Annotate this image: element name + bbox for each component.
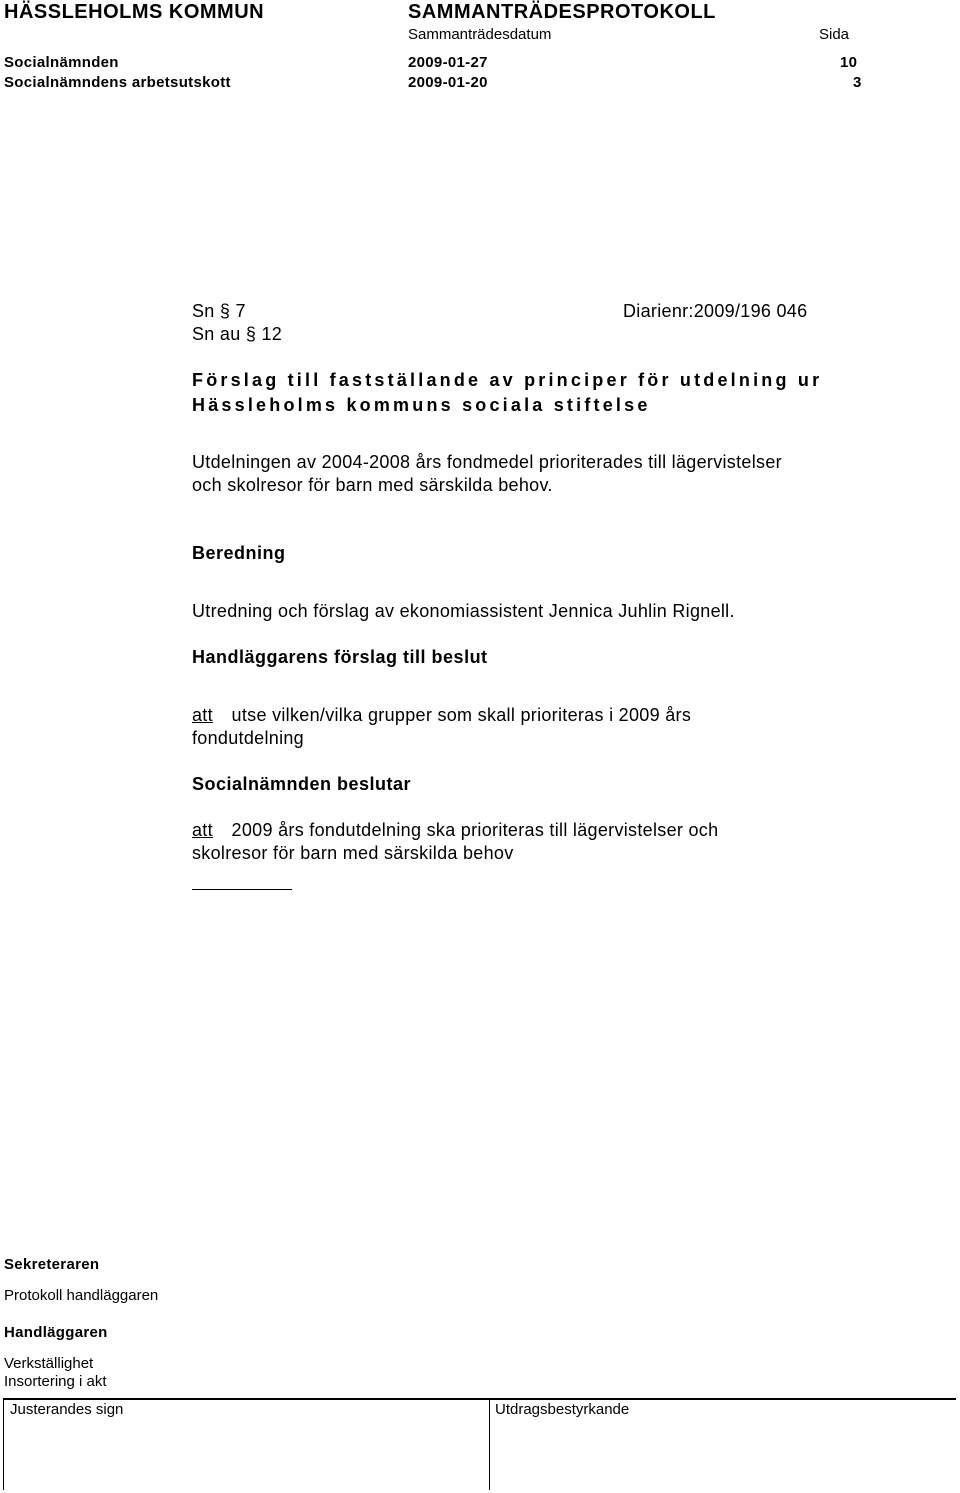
signature-box-edge (3, 1398, 4, 1490)
case-title-line: Hässleholms kommuns sociala stiftelse (192, 395, 651, 415)
page-label: Sida (819, 26, 850, 43)
att-keyword: att (192, 820, 213, 840)
intro-text: Utdelningen av 2004-2008 års fondmedel prioriterades till lägervistelser (192, 452, 782, 472)
proposal-line: fondutdelning (192, 728, 304, 748)
end-rule (192, 889, 292, 890)
sn-paragraph-ref: Sn § 7 (192, 301, 246, 321)
municipality-name: HÄSSLEHOLMS KOMMUN (4, 1, 265, 23)
decision-line (192, 820, 718, 841)
att-keyword: att (192, 705, 213, 725)
header-body-name: Socialnämnden (4, 54, 119, 71)
decision-text: 2009 års fondutdelning ska prioriteras till lägervistelser och (231, 820, 719, 840)
secretary-text: Protokoll handläggaren (4, 1287, 159, 1304)
header-meeting-date: 2009-01-27 (408, 54, 488, 71)
extract-certification-label: Utdragsbestyrkande (495, 1401, 630, 1418)
decision-heading: Socialnämnden beslutar (192, 774, 412, 794)
proposal-heading: Handläggarens förslag till beslut (192, 647, 488, 667)
header-body-name: Socialnämndens arbetsutskott (4, 74, 231, 91)
signature-box-divider (489, 1398, 490, 1490)
document-type: SAMMANTRÄDESPROTOKOLL (408, 1, 716, 23)
adjuster-sign-label: Justerandes sign (10, 1401, 124, 1418)
beredning-heading: Beredning (192, 543, 286, 563)
handler-text: Insortering i akt (4, 1373, 107, 1390)
proposal-text: utse vilken/vilka grupper som skall prioriteras i 2009 års (231, 705, 692, 725)
proposal-line (192, 705, 691, 726)
header-meeting-date: 2009-01-20 (408, 74, 488, 91)
secretary-heading: Sekreteraren (4, 1256, 100, 1273)
handler-heading: Handläggaren (4, 1324, 108, 1341)
header-page-number: 10 (840, 54, 858, 71)
diary-number: Diarienr:2009/196 046 (623, 301, 808, 321)
case-title-line: Förslag till fastställande av principer för utdelning ur (192, 370, 823, 390)
header-page-number: 3 (853, 74, 862, 91)
handler-text: Verkställighet (4, 1355, 94, 1372)
beredning-text: Utredning och förslag av ekonomiassistent Jennica Juhlin Rignell. (192, 601, 735, 621)
meeting-date-label: Sammanträdesdatum (408, 26, 552, 43)
sn-au-paragraph-ref: Sn au § 12 (192, 324, 283, 344)
decision-line: skolresor för barn med särskilda behov (192, 843, 514, 863)
intro-text: och skolresor för barn med särskilda behov. (192, 475, 553, 495)
signature-box (3, 1398, 956, 1492)
